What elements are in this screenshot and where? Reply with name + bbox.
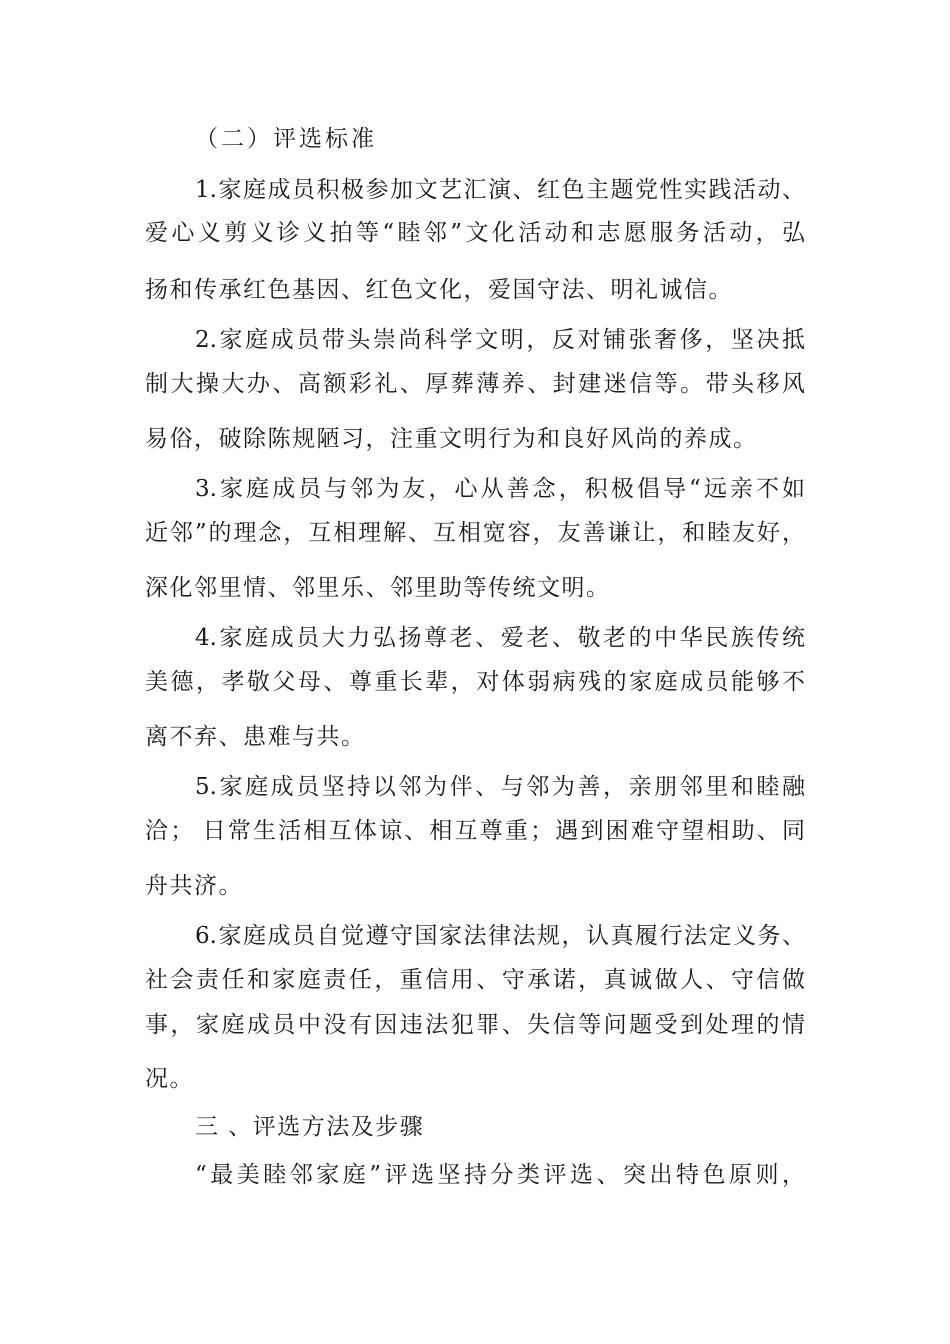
criterion-6-line-3: 事，家庭成员中没有因违法犯罪、失信等问题受到处理的情: [145, 1012, 805, 1038]
criterion-6-line-1: 6.家庭成员自觉遵守国家法律法规，认真履行法定义务、: [195, 923, 805, 949]
criterion-3-line-3: 深化邻里情、邻里乐、邻里助等传统文明。: [145, 575, 611, 601]
criterion-4-line-3: 离不弃、患难与共。: [145, 724, 366, 750]
criterion-3-line-2: 近邻”的理念，互相理解、互相宽容，友善谦让，和睦友好，: [145, 520, 805, 546]
method-paragraph-line-1: “最美睦邻家庭”评选坚持分类评选、突出特色原则，: [195, 1162, 805, 1188]
criterion-1-line-3: 扬和传承红色基因、红色文化，爱国守法、明礼诚信。: [145, 277, 733, 303]
criterion-2-line-2: 制大操大办、高额彩礼、厚葬薄养、封建迷信等。带头移风: [145, 371, 805, 397]
criterion-1-line-1: 1.家庭成员积极参加文艺汇演、红色主题党性实践活动、: [195, 177, 805, 203]
criterion-5-line-1: 5.家庭成员坚持以邻为伴、与邻为善，亲朋邻里和睦融: [195, 774, 805, 800]
criterion-2-line-1: 2.家庭成员带头崇尚科学文明，反对铺张奢侈，坚决抵: [195, 327, 805, 353]
criterion-6-line-2: 社会责任和家庭责任，重信用、守承诺，真诚做人、守信做: [145, 967, 805, 993]
criterion-4-line-1: 4.家庭成员大力弘扬尊老、爱老、敬老的中华民族传统: [195, 625, 805, 651]
section-heading-method: 三 、评选方法及步骤: [195, 1114, 425, 1140]
criterion-4-line-2: 美德，孝敬父母、尊重长辈，对体弱病残的家庭成员能够不: [145, 669, 805, 695]
criterion-1-line-2: 爱心义剪义诊义拍等“睦邻”文化活动和志愿服务活动，弘: [145, 220, 805, 246]
criterion-6-line-4: 况。: [145, 1066, 194, 1092]
criterion-3-line-1: 3.家庭成员与邻为友，心从善念，积极倡导“远亲不如: [195, 476, 805, 502]
criterion-5-line-2: 洽； 日常生活相互体谅、相互尊重；遇到困难守望相助、同: [145, 818, 805, 844]
criterion-5-line-3: 舟共济。: [145, 873, 243, 899]
section-heading-criteria: （二）评选标准: [195, 126, 377, 152]
criterion-2-line-3: 易俗，破除陈规陋习，注重文明行为和良好风尚的养成。: [145, 426, 758, 452]
